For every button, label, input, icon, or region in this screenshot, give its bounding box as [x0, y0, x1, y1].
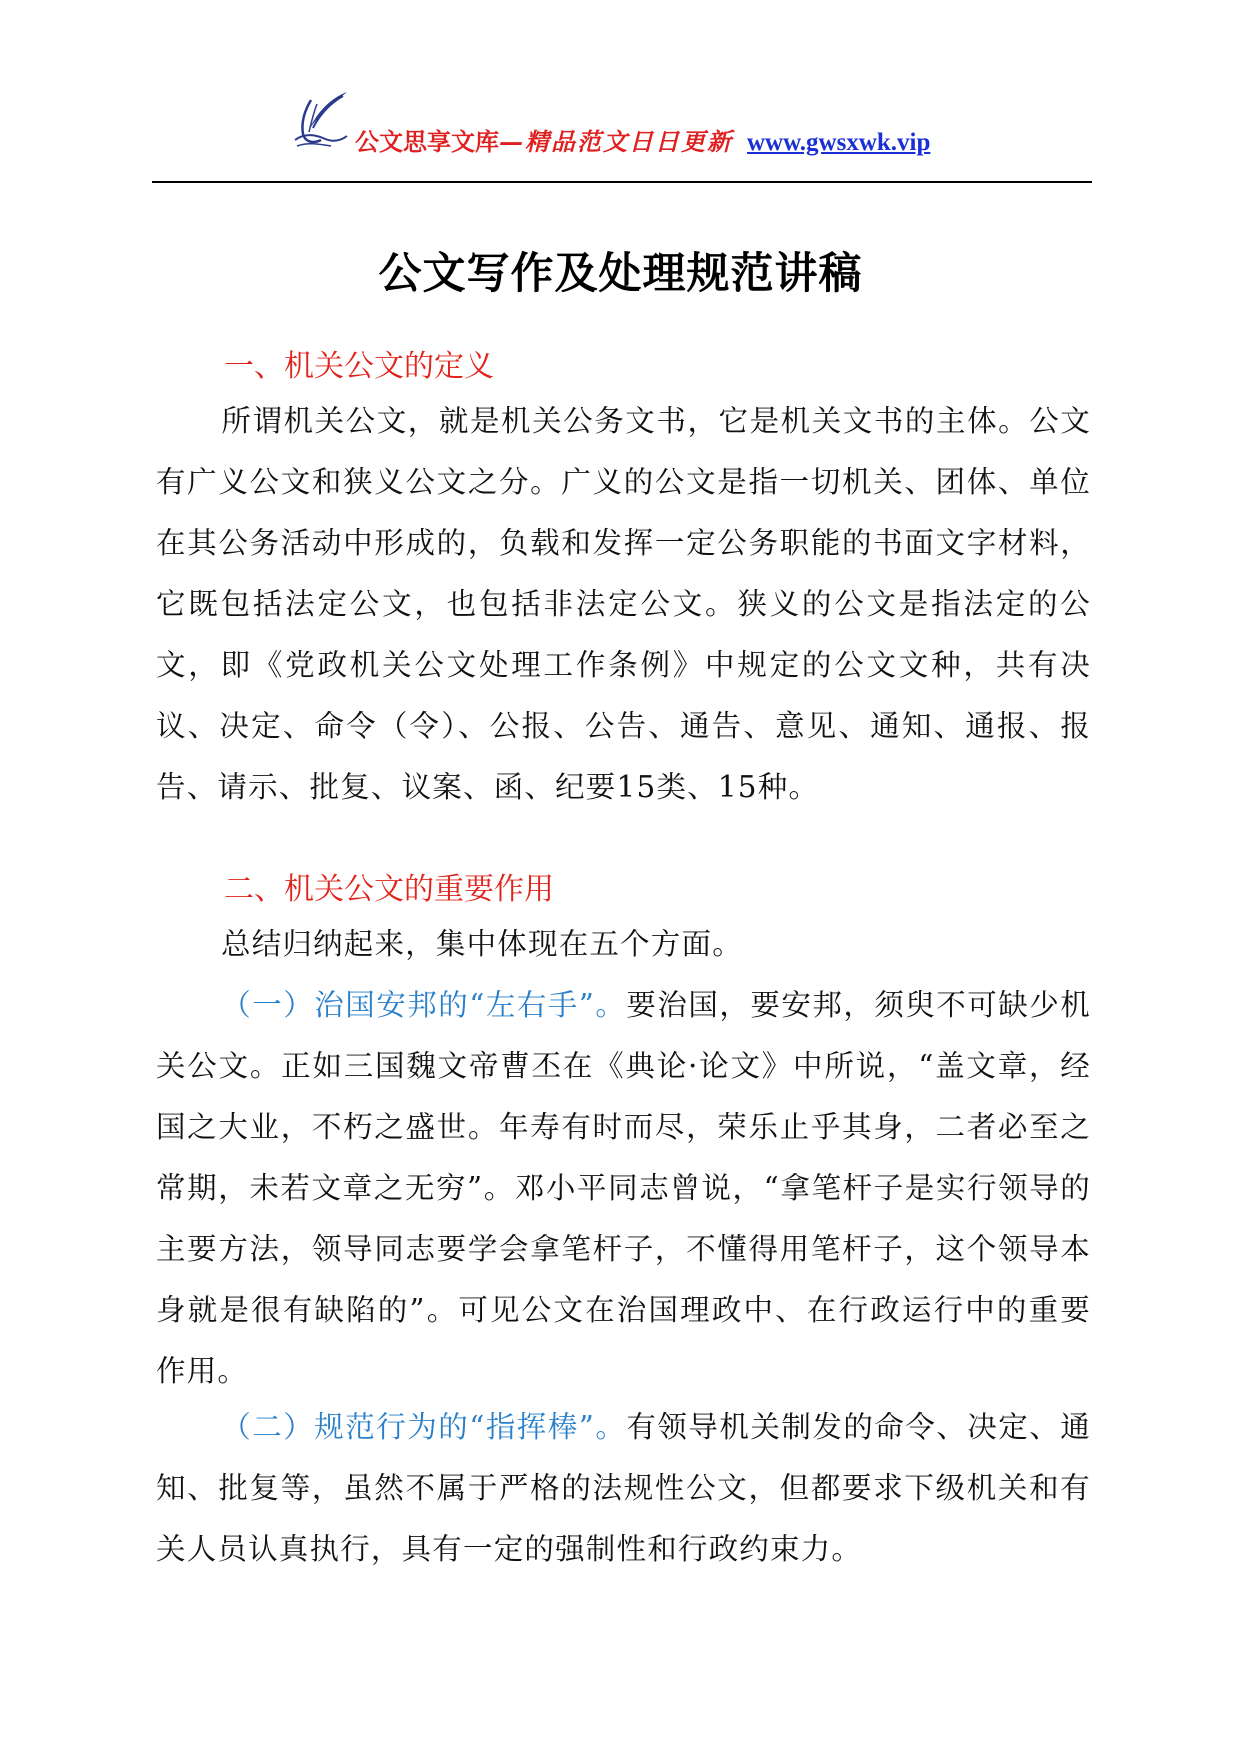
item-1-label: （一）治国安邦的“左右手”。: [221, 988, 627, 1022]
page-header: [0, 82, 1241, 162]
section-2-intro: [156, 914, 1091, 975]
document-title: 公文写作及处理规范讲稿: [378, 249, 863, 299]
section-1-heading: 一、机关公文的定义: [224, 349, 494, 384]
header-tagline: [355, 122, 930, 157]
header-divider: [152, 181, 1092, 183]
item-1-paragraph: [156, 975, 1091, 1402]
section-2-intro-text: 总结归纳起来，集中体现在五个方面。: [221, 927, 743, 961]
item-2-text: 有领导机关制发的命令、决定、通知、批复等，虽然不属于严格的法规性公文，但都要求下级机关和有关人员认真执行，具有一定的强制性和行政约束力。: [156, 1410, 1091, 1566]
item-1-text: 要治国，要安邦，须臾不可缺少机关公文。正如三国魏文帝曹丕在《典论·论文》中所说，“盖文章，经国之大业，不朽之盛世。年寿有时而尽，荣乐止乎其身，二者必至之常期，未若文章之无穷”。邓小平同志曾说，“拿笔杆子是实行领导的主要方法，领导同志要学会拿笔杆子，不懂得用笔杆子，这个领导本身就是很有缺陷的”。可见公文在治国理政中、在行政运行中的重要作用。: [156, 988, 1091, 1388]
site-slogan: —精品范文日日更新: [499, 127, 733, 156]
item-2-paragraph: [156, 1397, 1091, 1580]
section-1-paragraph: [156, 391, 1091, 818]
site-url-link[interactable]: www.gwsxwk.vip: [747, 129, 931, 156]
section-2-heading: 二、机关公文的重要作用: [224, 872, 554, 907]
section-1-text: 所谓机关公文，就是机关公务文书，它是机关文书的主体。公文有广义公文和狭义公文之分。广义的公文是指一切机关、团体、单位在其公务活动中形成的，负载和发挥一定公务职能的书面文字材料，它既包括法定公文，也包括非法定公文。狭义的公文是指法定的公文，即《党政机关公文处理工作条例》中规定的公文文种，共有决议、决定、命令（令）、公报、公告、通告、意见、通知、通报、报告、请示、批复、议案、函、纪要15类、15种。: [156, 404, 1091, 804]
item-2-label: （二）规范行为的“指挥棒”。: [221, 1410, 627, 1444]
site-brand: 公文思享文库: [355, 127, 499, 156]
quill-logo-icon: [287, 90, 351, 152]
